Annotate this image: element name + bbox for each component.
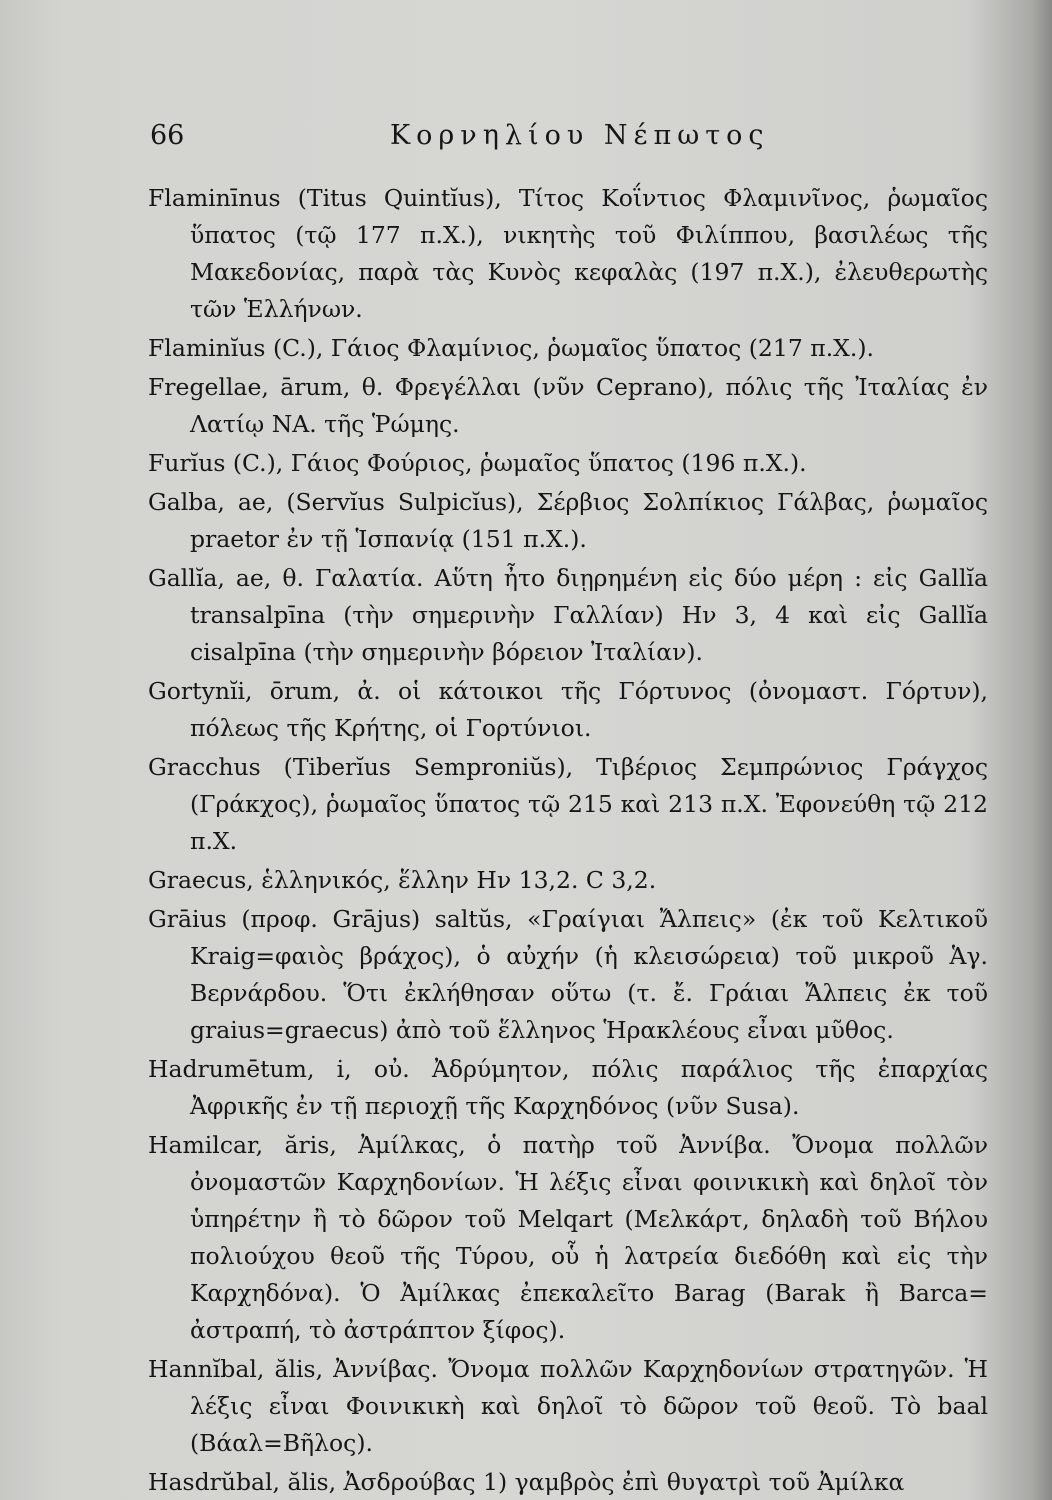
page-number: 66 [150,120,185,151]
entry-gallia: Gallĭa, ae, θ. Γαλατία. Αὕτη ἦτο διῃρημένη εἰς δύο μέρη : εἰς Gallĭa transalpīna (τὴν σημερινὴν Γαλλίαν) Ην 3, 4 καὶ εἰς Gallĭa cisalpīna (τὴν σημερινὴν βόρειον Ἰταλίαν). [148,564,988,666]
glossary-entries [148,180,988,1500]
entry-graius: Grāius (προφ. Grājus) saltŭs, «Γραίγιαι Ἄλπεις» (ἐκ τοῦ Κελτικοῦ Kraig=φαιὸς βράχος), ὁ αὐχήν (ἡ κλεισώρεια) τοῦ μικροῦ Ἁγ. Βερνάρδου. Ὅτι ἐκλήθησαν οὕτω (τ. ἔ. Γράιαι Ἄλπεις ἐκ τοῦ graius=graecus) ἀπὸ τοῦ ἕλληνος Ἡρακλέους εἶναι μῦθος. [148,905,988,1044]
entry-fregellae: Fregellae, ārum, θ. Φρεγέλλαι (νῦν Ceprano), πόλις τῆς Ἰταλίας ἐν Λατίῳ ΝΑ. τῆς Ῥώμης. [148,373,988,438]
entry-gracchus: Gracchus (Tiberĭus Semproniŭs), Τιβέριος Σεμπρώνιος Γράγχος (Γράκχος), ῥωμαῖος ὕπατος τῷ 215 καὶ 213 π.Χ. Ἐφονεύθη τῷ 212 π.Χ. [148,753,988,855]
entry-hamilcar: Hamilcar, ăris, Ἀμίλκας, ὁ πατὴρ τοῦ Ἀννίβα. Ὄνομα πολλῶν ὀνομαστῶν Καρχηδονίων. Ἡ λέξις εἶναι φοινικικὴ καὶ δηλοῖ τὸν ὑπηρέτην ἢ τὸ δῶρον τοῦ Melqart (Μελκάρτ, δηλαδὴ τοῦ Βήλου πολιούχου θεοῦ τῆς Τύρου, οὗ ἡ λατρεία διεδόθη καὶ εἰς τὴν Καρχηδόνα). Ὁ Ἀμίλκας ἐπεκαλεῖτο Barag (Barak ἢ Barca= ἀστραπή, τὸ ἀστράπτον ξίφος). [148,1131,988,1344]
entry-hannibal: Hannĭbal, ălis, Ἀννίβας. Ὄνομα πολλῶν Καρχηδονίων στρατηγῶν. Ἡ λέξις εἶναι Φοινικικὴ καὶ δηλοῖ τὸ δῶρον τοῦ θεοῦ. Τὸ baal (Βάαλ=Βῆλος). [148,1355,988,1457]
entry-galba: Galba, ae, (Servĭus Sulpicĭus), Σέρβιος Σολπίκιος Γάλβας, ῥωμαῖος praetor ἐν τῇ Ἱσπανίᾳ (151 π.Χ.). [148,488,988,553]
entry-flamininus: Flaminīnus (Titus Quintĭus), Τίτος Κοΐντιος Φλαμινῖνος, ῥωμαῖος ὕπατος (τῷ 177 π.Χ.), νικητὴς τοῦ Φιλίππου, βασιλέως τῆς Μακεδονίας, παρὰ τὰς Κυνὸς κεφαλὰς (197 π.Χ.), ἐλευθερωτὴς τῶν Ἑλλήνων. [148,184,988,323]
entry-furius: Furĭus (C.), Γάιος Φούριος, ῥωμαῖος ὕπατος (196 π.Χ.). [148,449,807,477]
entry-flaminius: Flaminĭus (C.), Γάιος Φλαμίνιος, ῥωμαῖος ὕπατος (217 π.Χ.). [148,334,875,362]
entry-hadrumetum: Hadrumētum, i, οὐ. Ἀδρύμητον, πόλις παράλιος τῆς ἐπαρχίας Ἀφρικῆς ἐν τῇ περιοχῇ τῆς Καρχηδόνος (νῦν Susa). [148,1055,988,1120]
entry-graecus: Graecus, ἑλληνικός, ἕλλην Ην 13,2. C 3,2. [148,866,657,894]
page-header [150,120,910,160]
entry-hasdrubal: Hasdrŭbal, ălis, Ἀσδρούβας 1) γαμβρὸς ἐπὶ θυγατρὶ τοῦ Ἀμίλκα [148,1468,905,1496]
running-title: Κορνηλίου Νέπωτος [390,120,770,151]
entry-gortynii: Gortynĭi, ōrum, ἀ. οἱ κάτοικοι τῆς Γόρτυνος (ὀνομαστ. Γόρτυν), πόλεως τῆς Κρήτης, οἱ Γορτύνιοι. [148,677,988,742]
